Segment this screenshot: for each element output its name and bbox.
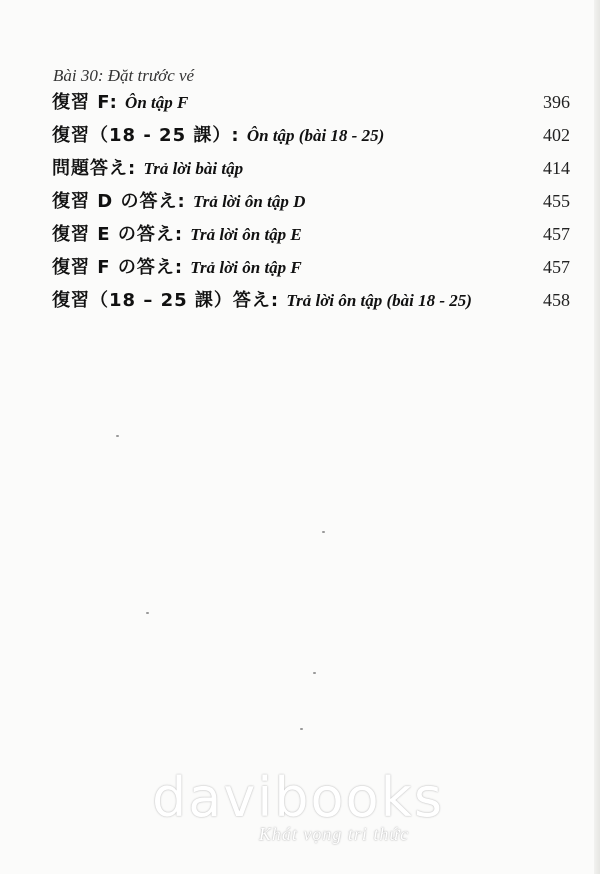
toc-entry — [52, 185, 570, 218]
scan-speck — [116, 435, 119, 437]
toc-entry-page-number: 402 — [543, 125, 570, 145]
toc-entry-japanese: 問題答え: — [52, 158, 144, 179]
toc-entry-page-number: 414 — [543, 158, 570, 178]
scan-speck — [322, 531, 325, 533]
toc-entry-page-number: 458 — [543, 290, 570, 310]
toc-entry-vietnamese: Trả lời ôn tập F — [190, 258, 302, 277]
toc-entry — [52, 284, 570, 317]
toc-entry — [52, 119, 570, 152]
toc-entry — [52, 86, 570, 119]
toc-entry-vietnamese: Trả lời ôn tập E — [190, 225, 302, 244]
toc-entry-title — [52, 119, 384, 152]
toc-entry-title — [52, 185, 305, 218]
watermark-slogan: Khát vọng tri thức — [258, 824, 410, 844]
toc-entry-page-number: 455 — [543, 191, 570, 211]
toc-entry-title — [52, 86, 188, 119]
toc-entry-page-number: 457 — [543, 224, 570, 244]
table-of-contents — [52, 86, 570, 317]
toc-entry — [52, 251, 570, 284]
toc-entry-vietnamese: Trả lời ôn tập D — [192, 192, 306, 211]
toc-entry-vietnamese: Ôn tập F — [125, 93, 189, 112]
scan-speck — [313, 672, 316, 674]
toc-entry-japanese: 復習 F: — [52, 92, 126, 113]
toc-entry-japanese: 復習 D の答え: — [52, 191, 193, 212]
toc-entry-japanese: 復習（18 - 25 課）: — [52, 125, 247, 146]
toc-entry — [52, 218, 570, 251]
toc-section-header: Bài 30: Đặt trước vé — [53, 66, 195, 85]
toc-entry-page-number: 457 — [543, 257, 570, 277]
toc-entry-title — [52, 284, 472, 317]
toc-entry-vietnamese: Ôn tập (bài 18 - 25) — [246, 126, 385, 145]
toc-entry-vietnamese: Trả lời ôn tập (bài 18 - 25) — [286, 291, 472, 310]
page-edge-shadow — [594, 0, 600, 874]
toc-entry-page-number: 396 — [543, 92, 570, 112]
toc-entry-title — [52, 251, 302, 284]
toc-entry-title — [52, 218, 302, 251]
toc-entry-japanese: 復習 E の答え: — [52, 224, 191, 245]
scan-speck — [300, 728, 303, 730]
toc-entry-vietnamese: Trả lời bài tập — [143, 159, 244, 178]
toc-entry-japanese: 復習 F の答え: — [52, 257, 191, 278]
watermark-brand: davibooks — [151, 766, 445, 829]
toc-entry — [52, 152, 570, 185]
scan-speck — [146, 612, 149, 614]
toc-entry-title — [52, 152, 243, 185]
toc-entry-japanese: 復習（18 – 25 課）答え: — [52, 290, 287, 311]
